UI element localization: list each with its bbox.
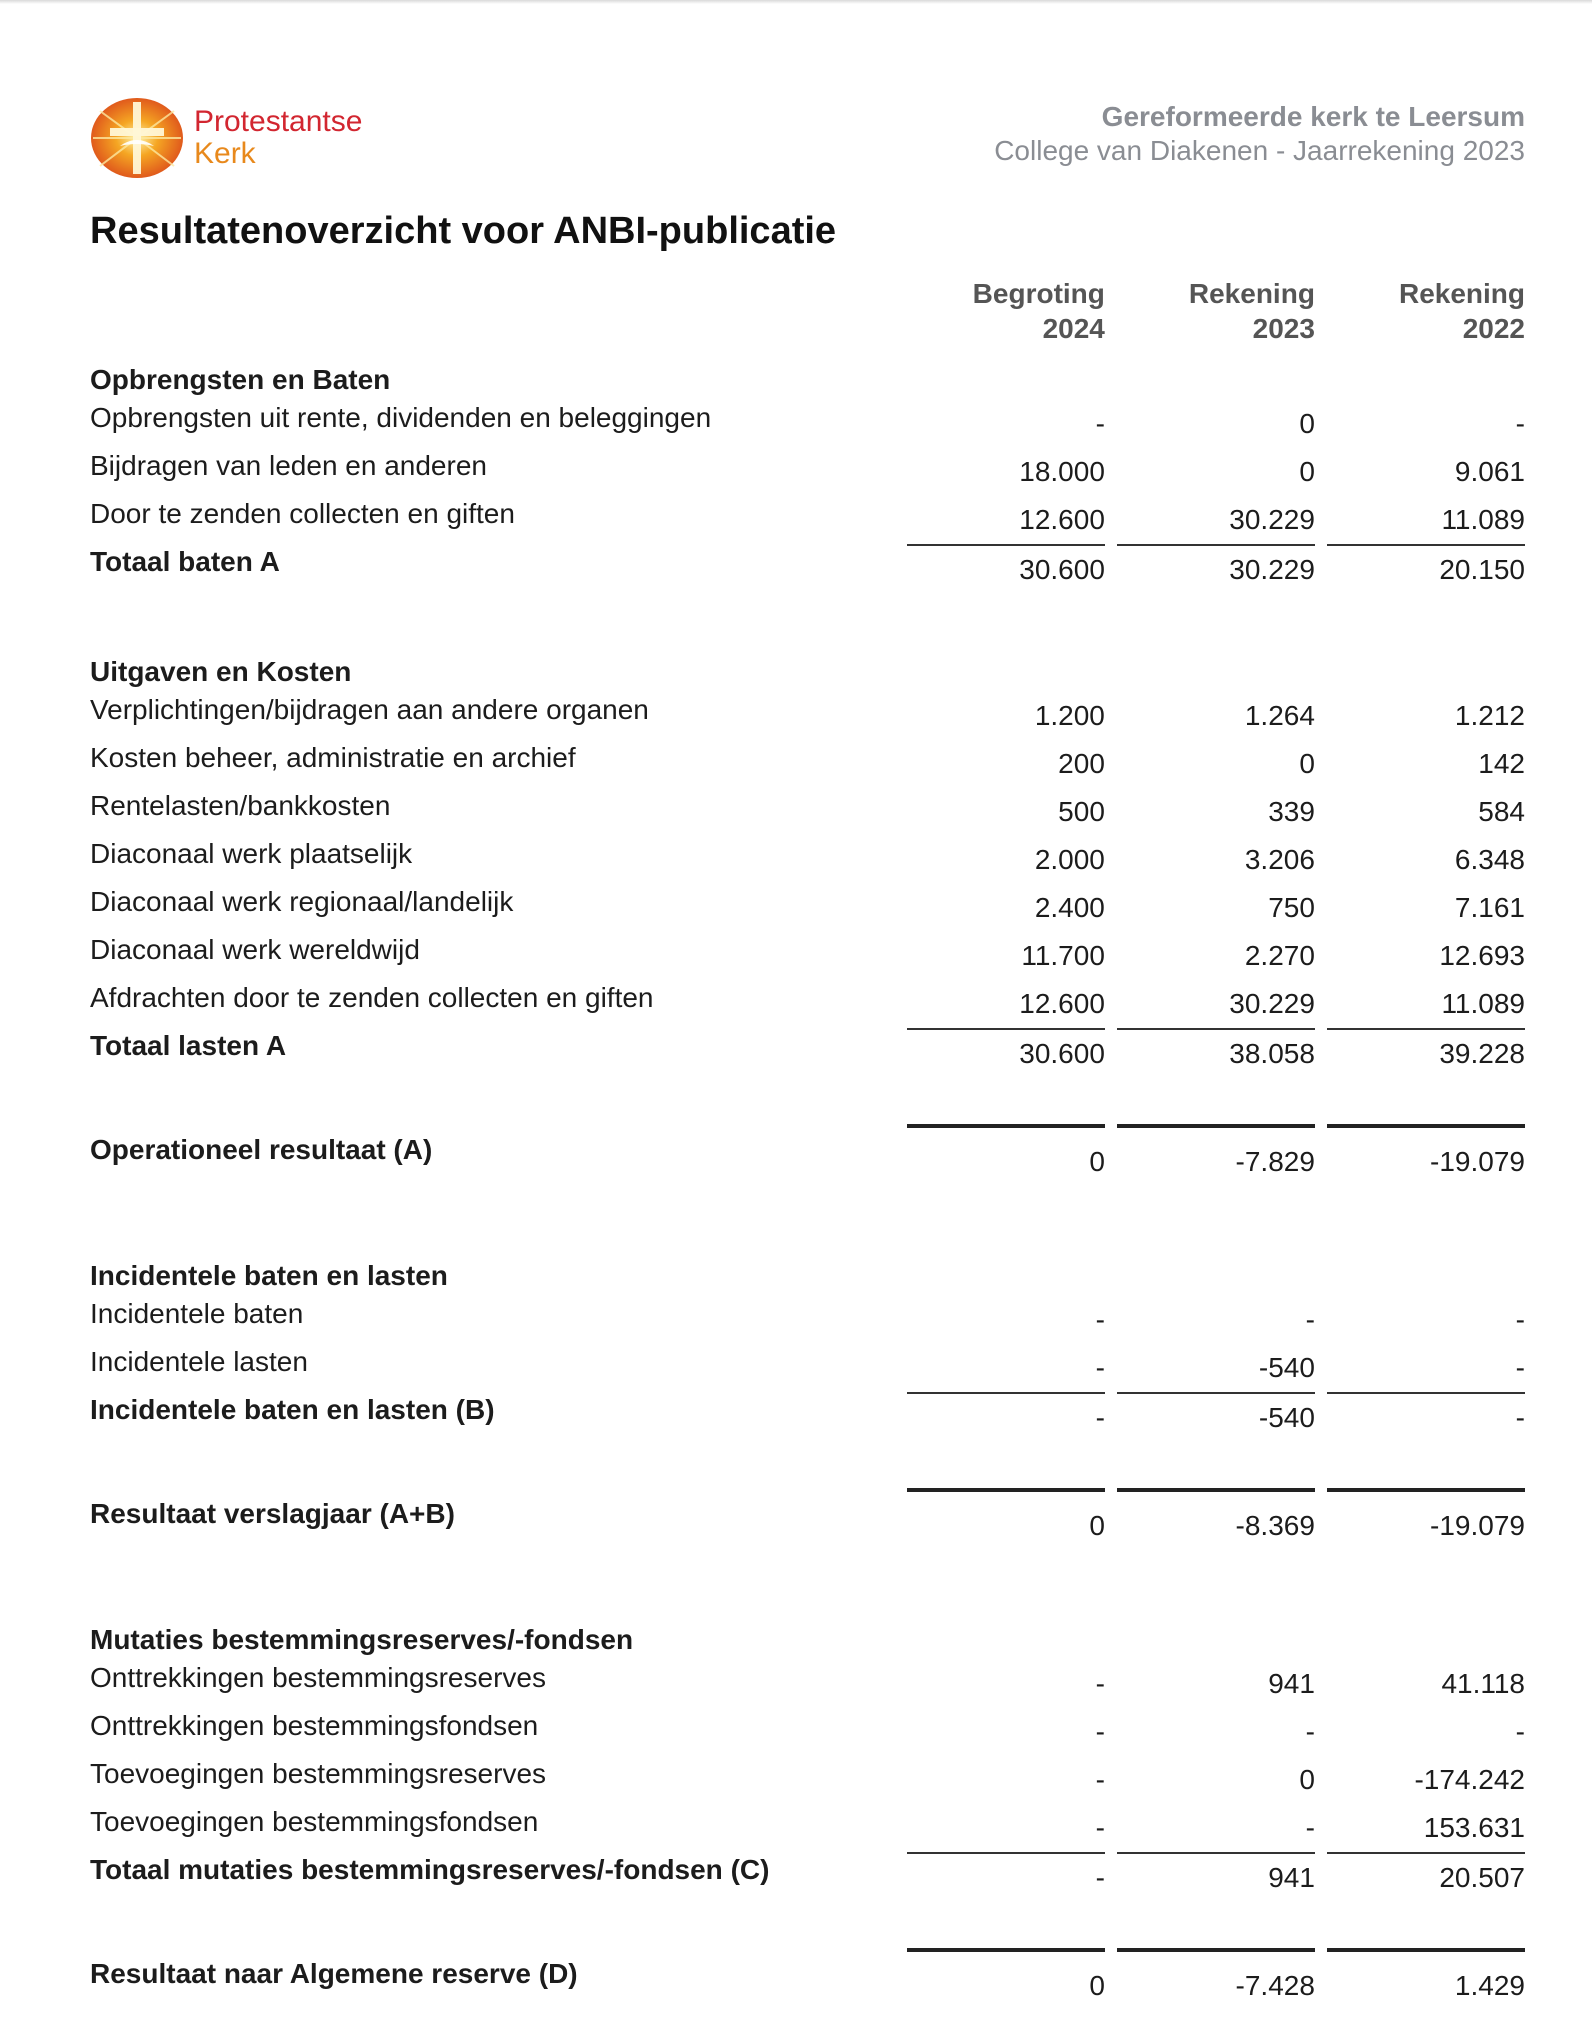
value-2023: 30.229 [1117, 980, 1315, 1030]
row-label: Door te zenden collecten en giften [90, 498, 515, 529]
value-2023: 0 [1299, 748, 1315, 779]
value-2022: 12.693 [1439, 940, 1525, 971]
sun-cross-icon [90, 96, 184, 180]
table-row [90, 1708, 1525, 1756]
result-row-verslagjaar [90, 1488, 1525, 1566]
result-2022: -19.079 [1327, 1488, 1525, 1566]
result-2023: -7.428 [1117, 1948, 1315, 2026]
total-2022: 20.507 [1439, 1862, 1525, 1893]
total-row [90, 1030, 1525, 1082]
result-label: Resultaat naar Algemene reserve (D) [90, 1958, 578, 1989]
total-2024: 30.600 [1019, 554, 1105, 585]
value-2022: 1.212 [1454, 700, 1525, 731]
section-heading-row [90, 1610, 1525, 1660]
column-header-line1: Begroting [972, 278, 1105, 309]
total-label: Totaal mutaties bestemmingsreserves/-fondsen (C) [90, 1854, 770, 1885]
result-row-algemene-reserve [90, 1948, 1525, 2026]
value-2024: - [1095, 1716, 1105, 1747]
row-label: Diaconaal werk regionaal/landelijk [90, 886, 514, 917]
total-2024: - [1095, 1862, 1105, 1893]
logo-line-2: Kerk [194, 137, 256, 170]
column-header-line2: 2024 [1042, 313, 1105, 344]
value-2022: 9.061 [1454, 456, 1525, 487]
table-row [90, 1756, 1525, 1804]
total-label: Incidentele baten en lasten (B) [90, 1394, 495, 1425]
value-2024: - [907, 1344, 1105, 1394]
value-2022: 153.631 [1327, 1804, 1525, 1854]
value-2023: 750 [1268, 892, 1315, 923]
section-heading: Mutaties bestemmingsreserves/-fondsen [90, 1624, 634, 1655]
header-spacer [90, 276, 907, 350]
page-title: Resultatenoverzicht voor ANBI-publicatie [90, 210, 837, 252]
value-2023: -540 [1117, 1344, 1315, 1394]
result-2024: 0 [907, 1488, 1105, 1566]
value-2023: 0 [1299, 1764, 1315, 1795]
document-page [90, 96, 1525, 2001]
result-2024: 0 [907, 1124, 1105, 1202]
row-label: Afdrachten door te zenden collecten en giften [90, 982, 654, 1013]
row-label: Diaconaal werk plaatselijk [90, 838, 413, 869]
value-2023: 30.229 [1117, 496, 1315, 546]
value-2023: 339 [1268, 796, 1315, 827]
table-row [90, 788, 1525, 836]
value-2024: 12.600 [907, 980, 1105, 1030]
value-2022: - [1515, 408, 1525, 439]
value-2022: -174.242 [1414, 1764, 1525, 1795]
value-2022: 584 [1478, 796, 1525, 827]
value-2022: 11.089 [1327, 496, 1525, 546]
result-2023: -7.829 [1117, 1124, 1315, 1202]
logo [90, 96, 362, 180]
value-2024: - [1095, 1304, 1105, 1335]
column-header-rekening-2023 [1117, 276, 1315, 350]
row-label: Toevoegingen bestemmingsfondsen [90, 1806, 539, 1837]
row-label: Rentelasten/bankkosten [90, 790, 391, 821]
total-2023: 38.058 [1229, 1038, 1315, 1069]
value-2023: 0 [1299, 408, 1315, 439]
section-heading: Opbrengsten en Baten [90, 364, 391, 395]
section-heading: Uitgaven en Kosten [90, 656, 352, 687]
total-row [90, 546, 1525, 598]
column-header-line2: 2022 [1462, 313, 1525, 344]
total-label: Totaal baten A [90, 546, 280, 577]
table-row [90, 980, 1525, 1030]
value-2024: 12.600 [907, 496, 1105, 546]
results-table [90, 276, 1525, 2026]
table-row [90, 932, 1525, 980]
logo-wordmark [194, 106, 362, 170]
value-2022: 7.161 [1454, 892, 1525, 923]
column-header-begroting-2024 [907, 276, 1105, 350]
value-2022: 6.348 [1454, 844, 1525, 875]
table-row [90, 884, 1525, 932]
total-2023: -540 [1258, 1402, 1315, 1433]
value-2023: - [1305, 1304, 1315, 1335]
total-2024: 30.600 [1019, 1038, 1105, 1069]
row-label: Opbrengsten uit rente, dividenden en beleggingen [90, 402, 712, 433]
value-2024: - [1095, 1668, 1105, 1699]
table-row [90, 1344, 1525, 1394]
column-header-row [90, 276, 1525, 350]
value-2024: 500 [1058, 796, 1105, 827]
result-label: Resultaat verslagjaar (A+B) [90, 1498, 455, 1529]
total-2023: 941 [1268, 1862, 1315, 1893]
section-heading: Incidentele baten en lasten [90, 1260, 448, 1291]
value-2024: - [1095, 1764, 1105, 1795]
value-2023: 941 [1268, 1668, 1315, 1699]
row-label: Toevoegingen bestemmingsreserves [90, 1758, 547, 1789]
value-2024: 200 [1058, 748, 1105, 779]
value-2023: 3.206 [1244, 844, 1315, 875]
table-row [90, 836, 1525, 884]
row-label: Diaconaal werk wereldwijd [90, 934, 420, 965]
table-row [90, 1296, 1525, 1344]
section-heading-row [90, 1246, 1525, 1296]
column-header-line1: Rekening [1398, 278, 1525, 309]
value-2024: 18.000 [1019, 456, 1105, 487]
organization-name: Gereformeerde kerk te Leersum [1101, 101, 1525, 132]
value-2024: 2.000 [1034, 844, 1105, 875]
column-header-rekening-2022 [1327, 276, 1525, 350]
table-row [90, 400, 1525, 448]
table-row [90, 692, 1525, 740]
value-2024: 11.700 [1021, 940, 1105, 971]
total-row [90, 1854, 1525, 1906]
result-2022: -19.079 [1327, 1124, 1525, 1202]
total-label: Totaal lasten A [90, 1030, 287, 1061]
page-header [90, 96, 1525, 196]
column-header-line2: 2023 [1252, 313, 1315, 344]
organization-block [994, 100, 1525, 168]
value-2024: 1.200 [1034, 700, 1105, 731]
value-2022: 11.089 [1327, 980, 1525, 1030]
section-heading-row [90, 642, 1525, 692]
top-border [0, 0, 1592, 4]
row-label: Onttrekkingen bestemmingsfondsen [90, 1710, 539, 1741]
result-2022: 1.429 [1327, 1948, 1525, 2026]
table-row [90, 1660, 1525, 1708]
value-2024: - [1095, 408, 1105, 439]
value-2023: - [1305, 1716, 1315, 1747]
result-label: Operationeel resultaat (A) [90, 1134, 433, 1165]
row-label: Verplichtingen/bijdragen aan andere organen [90, 694, 649, 725]
logo-line-1: Protestantse [194, 105, 363, 138]
row-label: Bijdragen van leden en anderen [90, 450, 487, 481]
row-label: Onttrekkingen bestemmingsreserves [90, 1662, 546, 1693]
table-row [90, 740, 1525, 788]
document-subtitle: College van Diakenen - Jaarrekening 2023 [994, 135, 1525, 166]
total-2022: 39.228 [1439, 1038, 1525, 1069]
value-2022: 41.118 [1441, 1668, 1525, 1699]
value-2024: - [907, 1804, 1105, 1854]
value-2023: 2.270 [1244, 940, 1315, 971]
result-2024: 0 [907, 1948, 1105, 2026]
table-row [90, 448, 1525, 496]
value-2023: 0 [1299, 456, 1315, 487]
row-label: Incidentele lasten [90, 1346, 308, 1377]
row-label: Incidentele baten [90, 1298, 304, 1329]
value-2024: 2.400 [1034, 892, 1105, 923]
value-2022: 142 [1478, 748, 1525, 779]
result-2023: -8.369 [1117, 1488, 1315, 1566]
table-row [90, 496, 1525, 546]
total-2023: 30.229 [1229, 554, 1315, 585]
total-2022: 20.150 [1439, 554, 1525, 585]
value-2022: - [1515, 1304, 1525, 1335]
column-header-line1: Rekening [1188, 278, 1315, 309]
value-2022: - [1515, 1716, 1525, 1747]
table-row [90, 1804, 1525, 1854]
row-label: Kosten beheer, administratie en archief [90, 742, 576, 773]
total-row [90, 1394, 1525, 1446]
total-2024: - [1095, 1402, 1105, 1433]
result-row-operationeel [90, 1124, 1525, 1202]
value-2023: - [1117, 1804, 1315, 1854]
value-2023: 1.264 [1244, 700, 1315, 731]
total-2022: - [1515, 1402, 1525, 1433]
value-2022: - [1327, 1344, 1525, 1394]
section-heading-row [90, 350, 1525, 400]
